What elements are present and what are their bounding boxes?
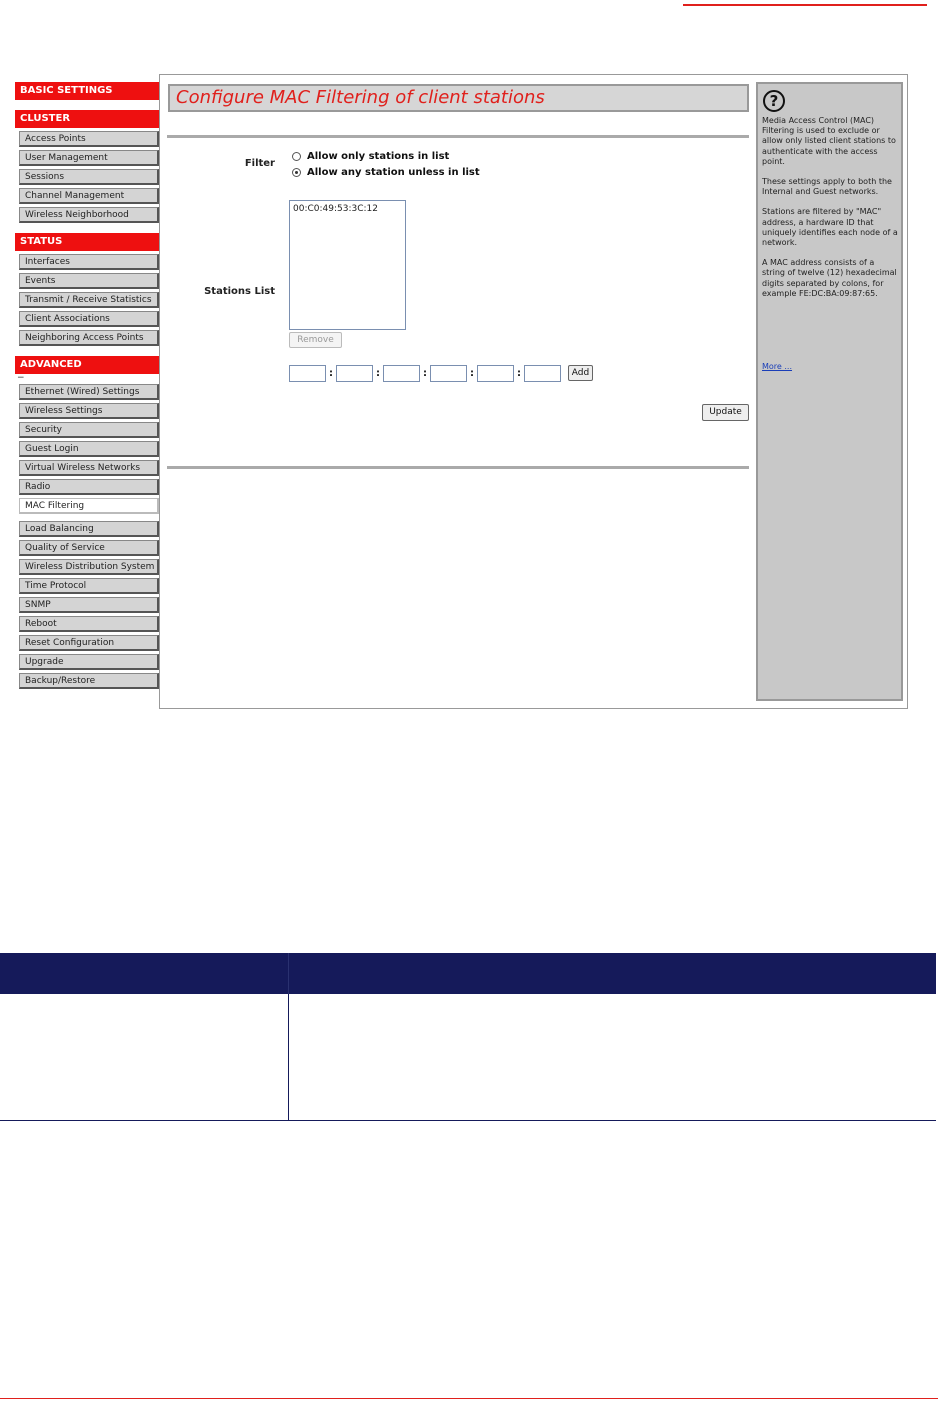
collapse-icon[interactable]: − <box>17 373 25 383</box>
mac-octet-5[interactable] <box>477 365 514 382</box>
page-title: Configure MAC Filtering of client stations <box>176 87 545 108</box>
sidebar-section-advanced[interactable]: ADVANCED <box>15 356 159 374</box>
sidebar-item-wireless-distribution-system[interactable]: Wireless Distribution System <box>19 559 159 575</box>
table-column-divider <box>288 994 289 1121</box>
mac-separator: : <box>423 368 427 379</box>
page-top-rule <box>683 4 927 6</box>
sidebar-item-transmit-receive-statistics[interactable]: Transmit / Receive Statistics <box>19 292 159 308</box>
add-button[interactable]: Add <box>568 365 593 381</box>
radio-allow-any[interactable] <box>292 168 301 177</box>
mac-octet-1[interactable] <box>289 365 326 382</box>
radio-allow-any-label[interactable]: Allow any station unless in list <box>307 167 480 178</box>
mac-separator: : <box>517 368 521 379</box>
document-table <box>0 953 938 1121</box>
section-divider-top <box>167 135 749 138</box>
sidebar-item-time-protocol[interactable]: Time Protocol <box>19 578 159 594</box>
help-panel <box>756 82 903 701</box>
sidebar-item-interfaces[interactable]: Interfaces <box>19 254 159 270</box>
sidebar-item-client-associations[interactable]: Client Associations <box>19 311 159 327</box>
sidebar-item-guest-login[interactable]: Guest Login <box>19 441 159 457</box>
sidebar-item-reset-configuration[interactable]: Reset Configuration <box>19 635 159 651</box>
sidebar-item-security[interactable]: Security <box>19 422 159 438</box>
sidebar-item-access-points[interactable]: Access Points <box>19 131 159 147</box>
stations-list-label: Stations List <box>204 286 275 297</box>
table-header-divider <box>288 953 289 994</box>
update-button[interactable]: Update <box>702 404 749 421</box>
mac-octet-3[interactable] <box>383 365 420 382</box>
sidebar-item-radio[interactable]: Radio <box>19 479 159 495</box>
help-paragraph: Media Access Control (MAC) Filtering is used to exclude or allow only listed client stations to authenticate with the access point. <box>762 116 896 166</box>
sidebar-item-wireless-neighborhood[interactable]: Wireless Neighborhood <box>19 207 159 223</box>
stations-listbox[interactable] <box>289 200 406 330</box>
page-title-bar <box>168 84 749 112</box>
help-icon: ? <box>763 90 785 112</box>
sidebar-item-ethernet-settings[interactable]: Ethernet (Wired) Settings <box>19 384 159 400</box>
mac-separator: : <box>329 368 333 379</box>
sidebar-item-user-management[interactable]: User Management <box>19 150 159 166</box>
radio-allow-only[interactable] <box>292 152 301 161</box>
mac-octet-2[interactable] <box>336 365 373 382</box>
sidebar-item-channel-management[interactable]: Channel Management <box>19 188 159 204</box>
help-paragraph: Stations are filtered by "MAC" address, a hardware ID that uniquely identifies each node of a network. <box>762 207 898 248</box>
help-paragraph: These settings apply to both the Internal and Guest networks. <box>762 177 892 197</box>
sidebar-item-virtual-wireless-networks[interactable]: Virtual Wireless Networks <box>19 460 159 476</box>
table-bottom-rule <box>0 1120 936 1121</box>
sidebar-item-wireless-settings[interactable]: Wireless Settings <box>19 403 159 419</box>
help-more-link[interactable]: More ... <box>762 362 793 371</box>
section-divider-bottom <box>167 466 749 469</box>
sidebar-item-reboot[interactable]: Reboot <box>19 616 159 632</box>
mac-separator: : <box>470 368 474 379</box>
sidebar-item-sessions[interactable]: Sessions <box>19 169 159 185</box>
sidebar-item-quality-of-service[interactable]: Quality of Service <box>19 540 159 556</box>
list-item[interactable]: 00:C0:49:53:3C:12 <box>293 204 378 214</box>
sidebar-item-neighboring-access-points[interactable]: Neighboring Access Points <box>19 330 159 346</box>
table-header-row <box>0 953 936 994</box>
remove-button[interactable]: Remove <box>289 332 342 348</box>
sidebar-item-events[interactable]: Events <box>19 273 159 289</box>
sidebar-item-mac-filtering[interactable]: MAC Filtering <box>19 498 159 514</box>
mac-separator: : <box>376 368 380 379</box>
sidebar-item-upgrade[interactable]: Upgrade <box>19 654 159 670</box>
sidebar-section-cluster[interactable]: CLUSTER <box>15 110 159 128</box>
help-text <box>762 116 898 309</box>
mac-octet-4[interactable] <box>430 365 467 382</box>
sidebar-section-status[interactable]: STATUS <box>15 233 159 251</box>
mac-octet-6[interactable] <box>524 365 561 382</box>
sidebar-item-load-balancing[interactable]: Load Balancing <box>19 521 159 537</box>
sidebar-item-backup-restore[interactable]: Backup/Restore <box>19 673 159 689</box>
radio-allow-only-label[interactable]: Allow only stations in list <box>307 151 450 162</box>
page-bottom-rule <box>0 1398 938 1399</box>
sidebar-item-snmp[interactable]: SNMP <box>19 597 159 613</box>
filter-label: Filter <box>244 158 275 169</box>
help-paragraph: A MAC address consists of a string of twelve (12) hexadecimal digits separated by colons, for example FE:DC:BA:09:87:65. <box>762 258 897 298</box>
sidebar-section-basic-settings[interactable]: BASIC SETTINGS <box>15 82 159 100</box>
